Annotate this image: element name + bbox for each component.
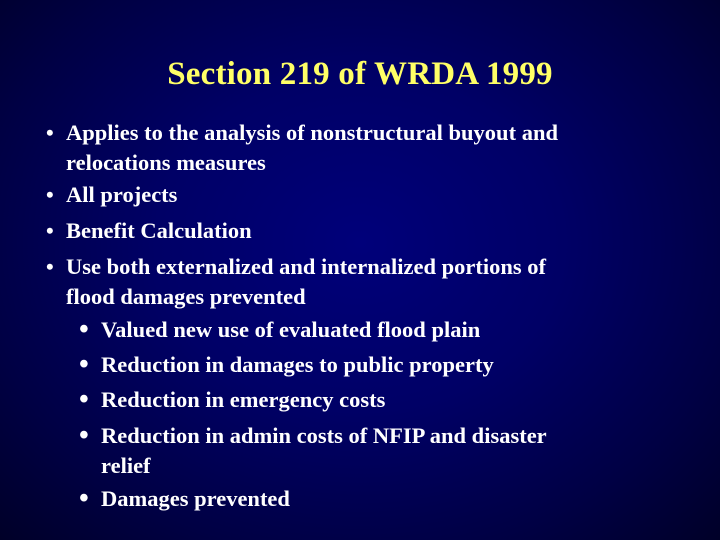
bullet-icon: • — [46, 254, 54, 279]
bullet-icon: • — [46, 120, 54, 145]
sub-bullet-item — [79, 384, 681, 415]
bullet-item — [46, 216, 696, 246]
sub-bullet-item — [79, 420, 681, 481]
sub-bullet-item — [79, 349, 681, 380]
bullet-text: Reduction in admin costs of NFIP and disaster — [101, 423, 547, 448]
bullet-icon: • — [79, 349, 89, 380]
bullet-icon: • — [79, 420, 89, 451]
bullet-text: Reduction in damages to public property — [101, 352, 494, 377]
bullet-icon: • — [79, 314, 89, 345]
bullet-text-continued: flood damages prevented — [66, 284, 306, 309]
bullet-text: Use both externalized and internalized portions of — [66, 254, 546, 279]
sub-bullet-item — [79, 314, 681, 345]
bullet-text-continued: relief — [101, 453, 151, 478]
bullet-text-continued: relocations measures — [66, 150, 266, 175]
bullet-icon: • — [79, 384, 89, 415]
sub-bullet-item — [79, 483, 681, 514]
bullet-item — [46, 180, 696, 210]
bullet-text: Applies to the analysis of nonstructural buyout and — [66, 120, 558, 145]
bullet-text: Reduction in emergency costs — [101, 387, 386, 412]
bullet-text: Valued new use of evaluated flood plain — [101, 317, 481, 342]
bullet-text: Damages prevented — [101, 486, 290, 511]
bullet-text: All projects — [66, 182, 178, 207]
bullet-icon: • — [79, 483, 89, 514]
bullet-icon: • — [46, 182, 54, 207]
bullet-item — [46, 118, 696, 178]
slide-title: Section 219 of WRDA 1999 — [167, 56, 553, 92]
bullet-text: Benefit Calculation — [66, 218, 252, 243]
bullet-item — [46, 252, 696, 312]
bullet-icon: • — [46, 218, 54, 243]
